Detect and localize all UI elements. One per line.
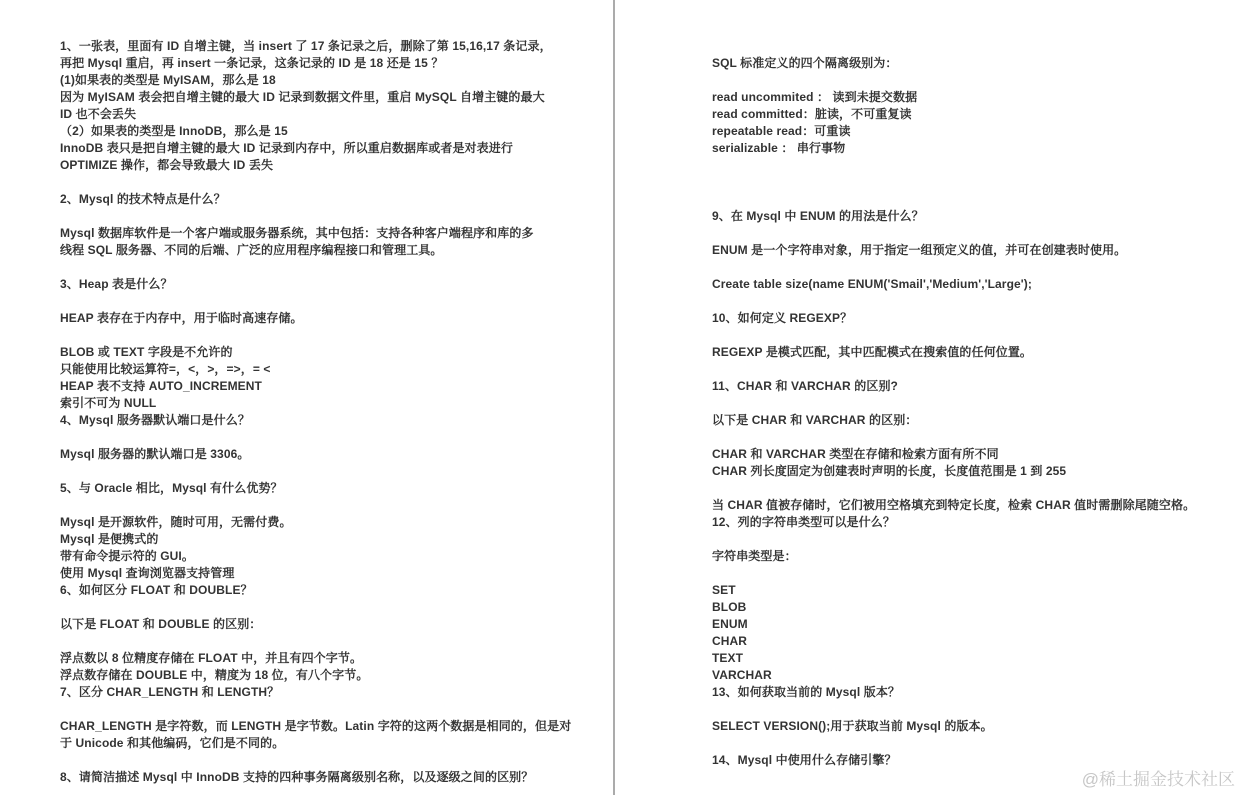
text-line: Mysql 服务器的默认端口是 3306。	[60, 447, 250, 461]
text-line: Create table size(name ENUM('Smail','Medium','Large');	[712, 277, 1032, 291]
text-line: CHAR 和 VARCHAR 类型在存储和检索方面有所不同	[712, 447, 999, 461]
text-line: 1、一张表，里面有 ID 自增主键，当 insert 了 17 条记录之后，删除了第 15,16,17 条记录，	[60, 39, 552, 53]
pdf-page-right	[712, 0, 1240, 797]
text-line: CHAR_LENGTH 是字符数，而 LENGTH 是字节数。Latin 字符的这两个数据是相同的，但是对	[60, 719, 572, 733]
text-line: HEAP 表不支持 AUTO_INCREMENT	[60, 379, 262, 393]
text-line: InnoDB 表只是把自增主键的最大 ID 记录到内存中，所以重启数据库或者是对表进行	[60, 141, 513, 155]
text-line: 12、列的字符串类型可以是什么？	[712, 515, 895, 529]
text-line: HEAP 表存在于内存中，用于临时高速存储。	[60, 311, 303, 325]
text-line: 使用 Mysql 查询浏览器支持管理	[60, 566, 235, 580]
text-line: 6、如何区分 FLOAT 和 DOUBLE？	[60, 583, 253, 597]
text-line: 当 CHAR 值被存储时，它们被用空格填充到特定长度，检索 CHAR 值时需删除尾随空格。	[712, 498, 1196, 512]
text-line: 索引不可为 NULL	[60, 396, 157, 410]
text-line: serializable ： 串行事物	[712, 141, 846, 155]
watermark: @稀土掘金技术社区	[1081, 770, 1235, 789]
text-line: 13、如何获取当前的 Mysql 版本？	[712, 685, 901, 699]
text-line: 带有命令提示符的 GUI。	[60, 549, 194, 563]
text-line: SQL 标准定义的四个隔离级别为：	[712, 56, 898, 70]
text-line: 2、Mysql 的技术特点是什么？	[60, 192, 226, 206]
text-line: (1)如果表的类型是 MyISAM，那么是 18	[60, 73, 276, 87]
text-line: VARCHAR	[712, 668, 772, 682]
text-line: REGEXP 是模式匹配，其中匹配模式在搜索值的任何位置。	[712, 345, 1033, 359]
text-line: Mysql 数据库软件是一个客户端或服务器系统，其中包括：支持各种客户端程序和库的多	[60, 226, 534, 240]
text-line: OPTIMIZE 操作，都会导致最大 ID 丢失	[60, 158, 274, 172]
text-line: 再把 Mysql 重启，再 insert 一条记录，这条记录的 ID 是 18 还是 15 ？	[60, 56, 444, 70]
text-line: 4、Mysql 服务器默认端口是什么？	[60, 413, 250, 427]
pdf-page-left	[60, 0, 610, 797]
text-line: CHAR	[712, 634, 748, 648]
text-line: 于 Unicode 和其他编码，它们是不同的。	[60, 736, 285, 750]
text-line: read uncommited ： 读到未提交数据	[712, 90, 918, 104]
text-line: 因为 MyISAM 表会把自增主键的最大 ID 记录到数据文件里，重启 MySQL 自增主键的最大	[60, 90, 545, 104]
text-line: BLOB 或 TEXT 字段是不允许的	[60, 345, 233, 359]
text-line: CHAR 列长度固定为创建表时声明的长度，长度值范围是 1 到 255	[712, 464, 1067, 478]
text-line: ENUM	[712, 617, 748, 631]
page-divider	[613, 0, 615, 795]
text-line: TEXT	[712, 651, 744, 665]
text-line: 11、CHAR 和 VARCHAR 的区别?	[712, 379, 898, 393]
text-line: 线程 SQL 服务器、不同的后端、广泛的应用程序编程接口和管理工具。	[60, 243, 443, 257]
text-line: BLOB	[712, 600, 747, 614]
text-line: 10、如何定义 REGEXP？	[712, 311, 853, 325]
text-line: 浮点数以 8 位精度存储在 FLOAT 中，并且有四个字节。	[60, 651, 363, 665]
text-line: 以下是 CHAR 和 VARCHAR 的区别：	[712, 413, 918, 427]
text-line: 14、Mysql 中使用什么存储引擎？	[712, 753, 897, 767]
text-line: SELECT VERSION();用于获取当前 Mysql 的版本。	[712, 719, 993, 733]
text-line: Mysql 是便携式的	[60, 532, 159, 546]
text-line: 只能使用比较运算符=，<，>，=>，= <	[60, 362, 271, 376]
text-line: ENUM 是一个字符串对象，用于指定一组预定义的值，并可在创建表时使用。	[712, 243, 1127, 257]
text-line: 5、与 Oracle 相比，Mysql 有什么优势？	[60, 481, 283, 495]
text-line: 7、区分 CHAR_LENGTH 和 LENGTH？	[60, 685, 280, 699]
text-line: 3、Heap 表是什么？	[60, 277, 173, 291]
text-line: 9、在 Mysql 中 ENUM 的用法是什么？	[712, 209, 924, 223]
text-line: SET	[712, 583, 736, 597]
text-line: 以下是 FLOAT 和 DOUBLE 的区别：	[60, 617, 262, 631]
text-line: 字符串类型是：	[712, 549, 797, 563]
text-line: 8、请简洁描述 Mysql 中 InnoDB 支持的四种事务隔离级别名称，以及逐级之间的区别？	[60, 770, 534, 784]
text-line: 浮点数存储在 DOUBLE 中，精度为 18 位，有八个字节。	[60, 668, 369, 682]
text-line: （2）如果表的类型是 InnoDB，那么是 15	[60, 124, 288, 138]
text-line: Mysql 是开源软件，随时可用，无需付费。	[60, 515, 292, 529]
text-line: repeatable read：可重读	[712, 124, 851, 138]
text-line: read committed：脏读，不可重复读	[712, 107, 912, 121]
text-line: ID 也不会丢失	[60, 107, 137, 121]
